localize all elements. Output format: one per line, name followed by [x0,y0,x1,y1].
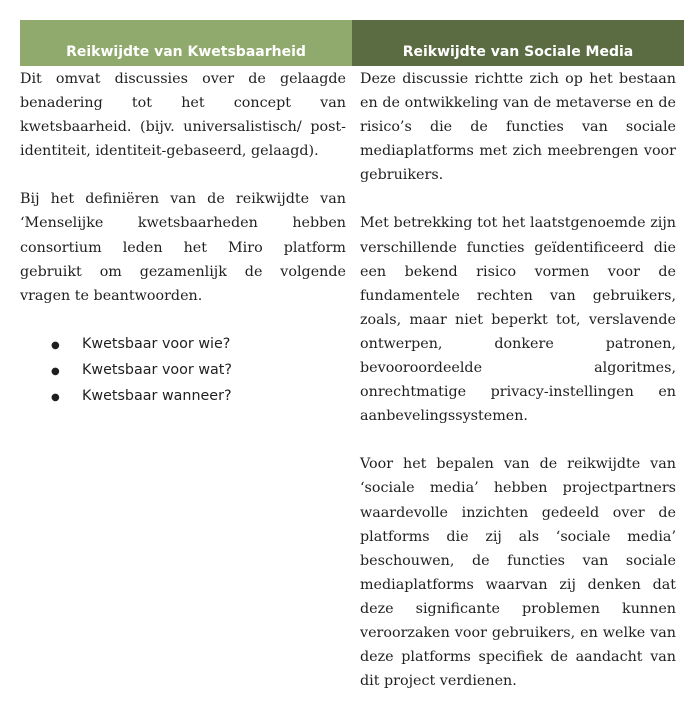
list-item [51,358,346,384]
list-item [51,384,346,410]
vulnerability-questions-list [20,332,346,410]
vulnerability-scope-cell [20,66,352,717]
bullet-icon: ● [51,365,60,377]
list-item [51,332,346,358]
social-media-paragraph-1: Deze discussie richtte zich op het bestaan en de ontwikkeling van de metaverse en de risico’s die de functies van sociale mediaplatforms met zich meebrengen voor gebruikers. [360,71,676,184]
list-item-text: Kwetsbaar wanneer? [82,388,232,405]
table-body-row [20,66,684,717]
header-social-media-scope: Reikwijdte van Sociale Media [352,20,684,66]
vulnerability-paragraph-1: Dit omvat discussies over de gelaagde benadering tot het concept van kwetsbaarheid. (bijv. universalistisch/ post-identiteit, identiteit-gebaseerd, gelaagd). [20,71,346,160]
social-media-paragraph-2: Met betrekking tot het laatstgenoemde zijn verschillende functies geïdentificeerd die een bekend risico vormen voor de fundamentele rechten van gebruikers, zoals, maar niet beperkt tot, verslavende ontwerpen, donkere patronen, bevooroordeelde algoritmes, onrechtmatige privacy-instellingen en aanbevelingssystemen. [360,215,676,425]
table-header-row [20,20,684,66]
social-media-paragraph-3: Voor het bepalen van de reikwijdte van ‘sociale media’ hebben projectpartners waardevolle inzichten gedeeld over de platforms die zij als ‘sociale media’ beschouwen, de functies van sociale mediaplatforms waarvan zij denken dat deze significante problemen kunnen veroorzaken voor gebruikers, en welke van deze platforms specifiek de aandacht van dit project verdienen. [360,456,676,690]
bullet-icon: ● [51,339,60,351]
bullet-icon: ● [51,392,60,404]
scope-table [20,20,684,717]
vulnerability-paragraph-2: Bij het definiëren van de reikwijdte van ‘Menselijke kwetsbaarheden hebben consortium leden het Miro platform gebruikt om gezamenlijk de volgende vragen te beantwoorden. [20,191,346,304]
social-media-scope-cell [352,66,684,717]
list-item-text: Kwetsbaar voor wat? [82,361,232,378]
header-vulnerability-scope: Reikwijdte van Kwetsbaarheid [20,20,352,66]
list-item-text: Kwetsbaar voor wie? [82,335,231,352]
